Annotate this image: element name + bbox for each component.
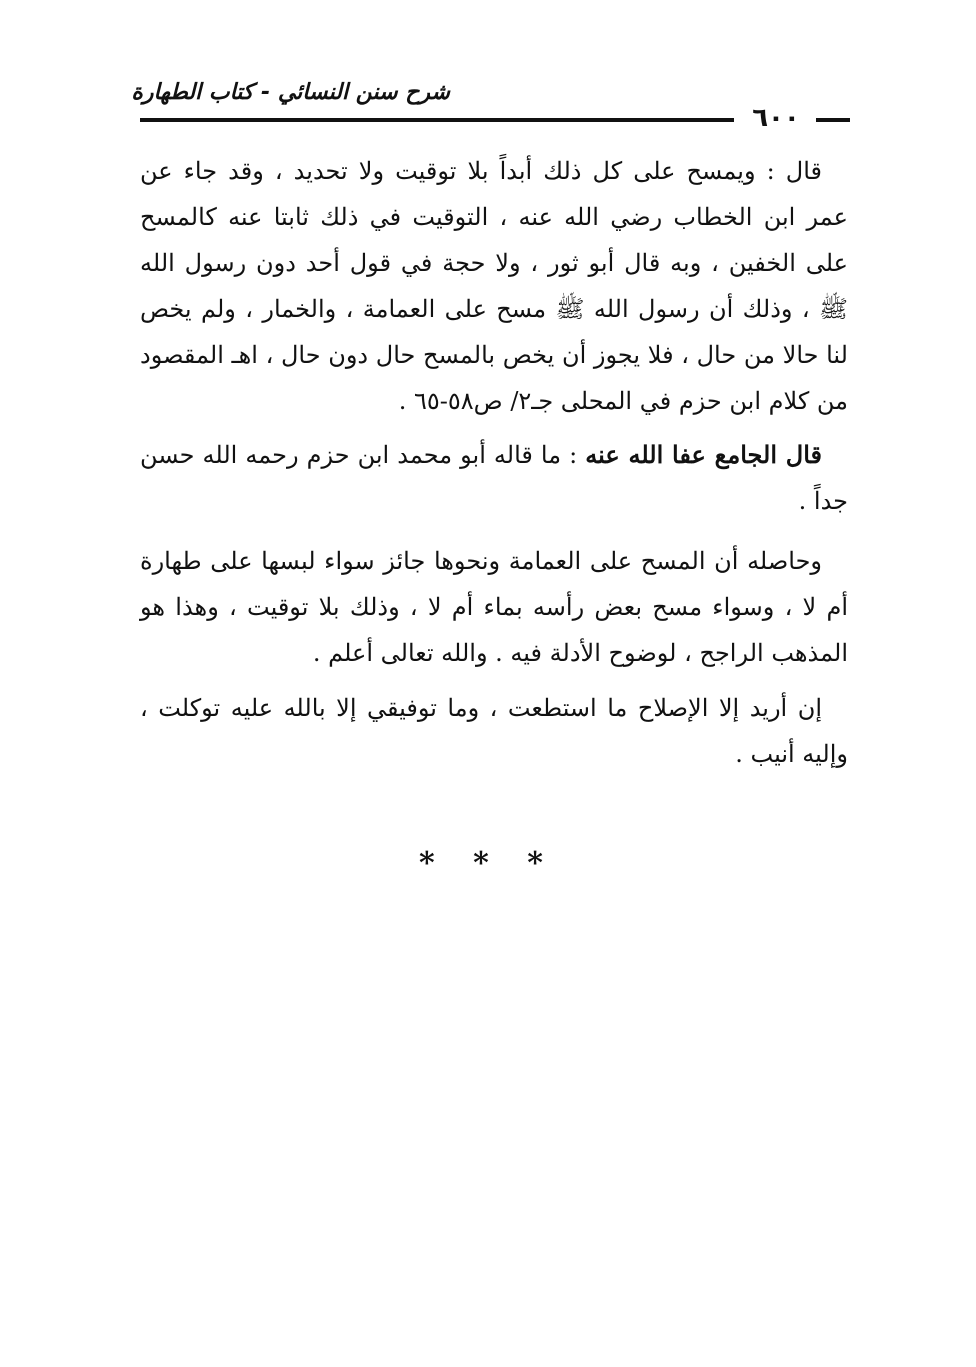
header-rule-short — [816, 118, 850, 122]
paragraph-text: قال : ويمسح على كل ذلك أبداً بلا توقيت ولا تحديد ، وقد جاء عن عمر ابن الخطاب رضي الله عنه ، التوقيت في ذلك ثابتا عنه كالمسح على الخفين ، وبه قال أبو ثور ، ولا حجة في قول أحد دون رسول الله ﷺ ، وذلك أن رسول الله ﷺ مسح على العمامة ، والخمار ، ولم يخص لنا حالا من حال ، فلا يجوز أن يخص بالمسح حال دون حال ، اهـ المقصود من كلام ابن حزم في المحلى جـ٢/ ص٥٨-٦٥ . — [140, 157, 848, 415]
paragraph-ibn-hazm-quote — [140, 148, 848, 424]
paragraph-conclusion — [140, 538, 848, 676]
paragraph-text: : ما قاله أبو محمد ابن حزم رحمه الله حسن جداً . — [140, 441, 848, 515]
section-separator-stars: * * * — [419, 846, 557, 881]
paragraph-text: إن أريد إلا الإصلاح ما استطعت ، وما توفيقي إلا بالله عليه توكلت ، وإليه أنيب . — [140, 694, 848, 768]
header-rule — [140, 118, 734, 122]
paragraph-compiler-comment — [140, 432, 848, 524]
page-number: ٦٠٠ — [752, 103, 800, 133]
paragraph-lead-bold: قال الجامع عفا الله عنه — [585, 440, 823, 469]
paragraph-closing-supplication — [140, 685, 848, 777]
running-header-title: شرح سنن النسائي - كتاب الطهارة — [131, 80, 450, 105]
paragraph-text: وحاصله أن المسح على العمامة ونحوها جائز سواء لبسها على طهارة أم لا ، وسواء مسح بعض رأسه بماء أم لا ، وذلك بلا توقيت ، وهذا هو المذهب الراجح ، لوضوح الأدلة فيه . والله تعالى أعلم . — [140, 547, 848, 667]
